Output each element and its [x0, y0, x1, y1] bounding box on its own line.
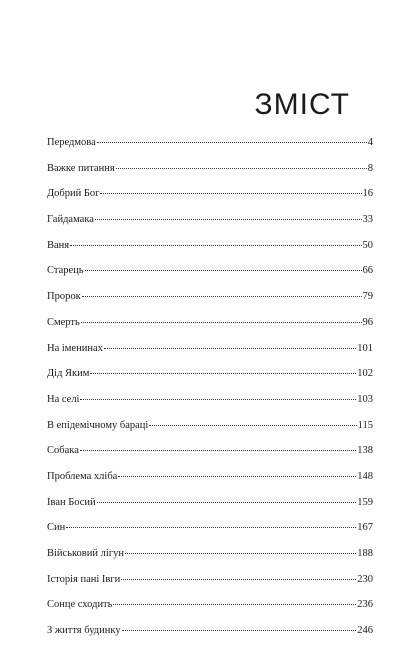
toc-entry	[47, 291, 373, 317]
toc-entry	[47, 445, 373, 471]
toc-entry	[47, 522, 373, 548]
toc-entry	[47, 574, 373, 600]
toc-entry-page: 148	[357, 470, 373, 482]
toc-entry-page: 8	[367, 162, 373, 174]
dot-leader	[95, 219, 362, 220]
toc-entry-page: 79	[362, 291, 373, 303]
toc-entry-title: Військовий лігун	[47, 548, 124, 559]
toc-entry-page: 103	[357, 393, 373, 405]
toc-entry-page: 188	[357, 548, 373, 559]
toc-entry-title: Смерть	[47, 316, 80, 328]
toc-entry-title: Дід Яким	[47, 368, 90, 380]
toc-entry-page: 138	[357, 445, 373, 457]
dot-leader	[82, 296, 362, 297]
toc-entry-page: 230	[357, 573, 373, 585]
toc-entry-page: 246	[357, 625, 373, 637]
toc-entry-page: 50	[362, 239, 373, 251]
dot-leader	[66, 527, 356, 528]
dot-leader	[104, 348, 356, 349]
dot-leader	[85, 270, 362, 271]
toc-entry-title: Передмова	[47, 137, 96, 148]
dot-leader	[122, 630, 357, 631]
toc-entry	[47, 394, 373, 420]
toc-entry-title: Історія пані Івги	[47, 573, 121, 585]
toc-entry	[47, 163, 373, 189]
toc-entry-page: 236	[357, 599, 373, 611]
toc-entry-page: 4	[367, 137, 373, 148]
toc-entry	[47, 343, 373, 369]
toc-entry	[47, 214, 373, 240]
toc-entry	[47, 599, 373, 625]
toc-entry	[47, 317, 373, 343]
dot-leader	[70, 245, 361, 246]
toc-entry-page: 115	[357, 419, 373, 431]
dot-leader	[80, 450, 356, 451]
toc-entry-title: Іван Босий	[47, 496, 96, 508]
toc-entry	[47, 137, 373, 163]
toc-entry-title: Сонце сходить	[47, 599, 113, 611]
toc-entry	[47, 497, 373, 523]
toc-entry-page: 66	[362, 265, 373, 277]
toc-entry-page: 167	[357, 522, 373, 534]
toc-entry-title: Добрий Бог	[47, 188, 100, 200]
dot-leader	[121, 579, 356, 580]
dot-leader	[97, 142, 367, 143]
dot-leader	[113, 604, 356, 605]
dot-leader	[149, 425, 356, 426]
dot-leader	[125, 553, 356, 554]
toc-entry-page: 16	[362, 188, 373, 200]
toc-entry-title: На іменинах	[47, 342, 103, 354]
dot-leader	[100, 193, 361, 194]
toc-entry-page: 33	[362, 214, 373, 226]
toc-entry-title: Проблема хліба	[47, 470, 118, 482]
toc-entry	[47, 625, 373, 651]
dot-leader	[118, 476, 356, 477]
toc-entry-title: Гайдамака	[47, 214, 94, 226]
toc-entry-title: Ваня	[47, 239, 70, 251]
toc-entry-title: Важке питання	[47, 162, 115, 174]
dot-leader	[116, 168, 367, 169]
dot-leader	[97, 502, 357, 503]
toc-entry-title: На селі	[47, 393, 80, 405]
toc-entry-page: 159	[357, 496, 373, 508]
toc-entry-title: Собака	[47, 445, 79, 457]
toc-entry-title: З життя будинку	[47, 625, 121, 637]
toc-entry-page: 101	[357, 342, 373, 354]
toc-entry-title: Син	[47, 522, 66, 534]
toc-entry	[47, 548, 373, 574]
contents-heading: ЗМІСТ	[254, 88, 350, 121]
toc-entry-title: Старець	[47, 265, 84, 277]
toc-entry-page: 102	[357, 368, 373, 380]
toc-entry	[47, 420, 373, 446]
toc-entry	[47, 368, 373, 394]
toc-entry	[47, 471, 373, 497]
toc-entry-page: 96	[362, 316, 373, 328]
toc-entry-title: В епідемічному бараці	[47, 419, 149, 431]
dot-leader	[90, 373, 356, 374]
dot-leader	[81, 322, 362, 323]
table-of-contents	[47, 137, 373, 651]
dot-leader	[80, 399, 356, 400]
toc-entry	[47, 265, 373, 291]
toc-entry-title: Пророк	[47, 291, 81, 303]
toc-entry	[47, 188, 373, 214]
toc-entry	[47, 240, 373, 266]
